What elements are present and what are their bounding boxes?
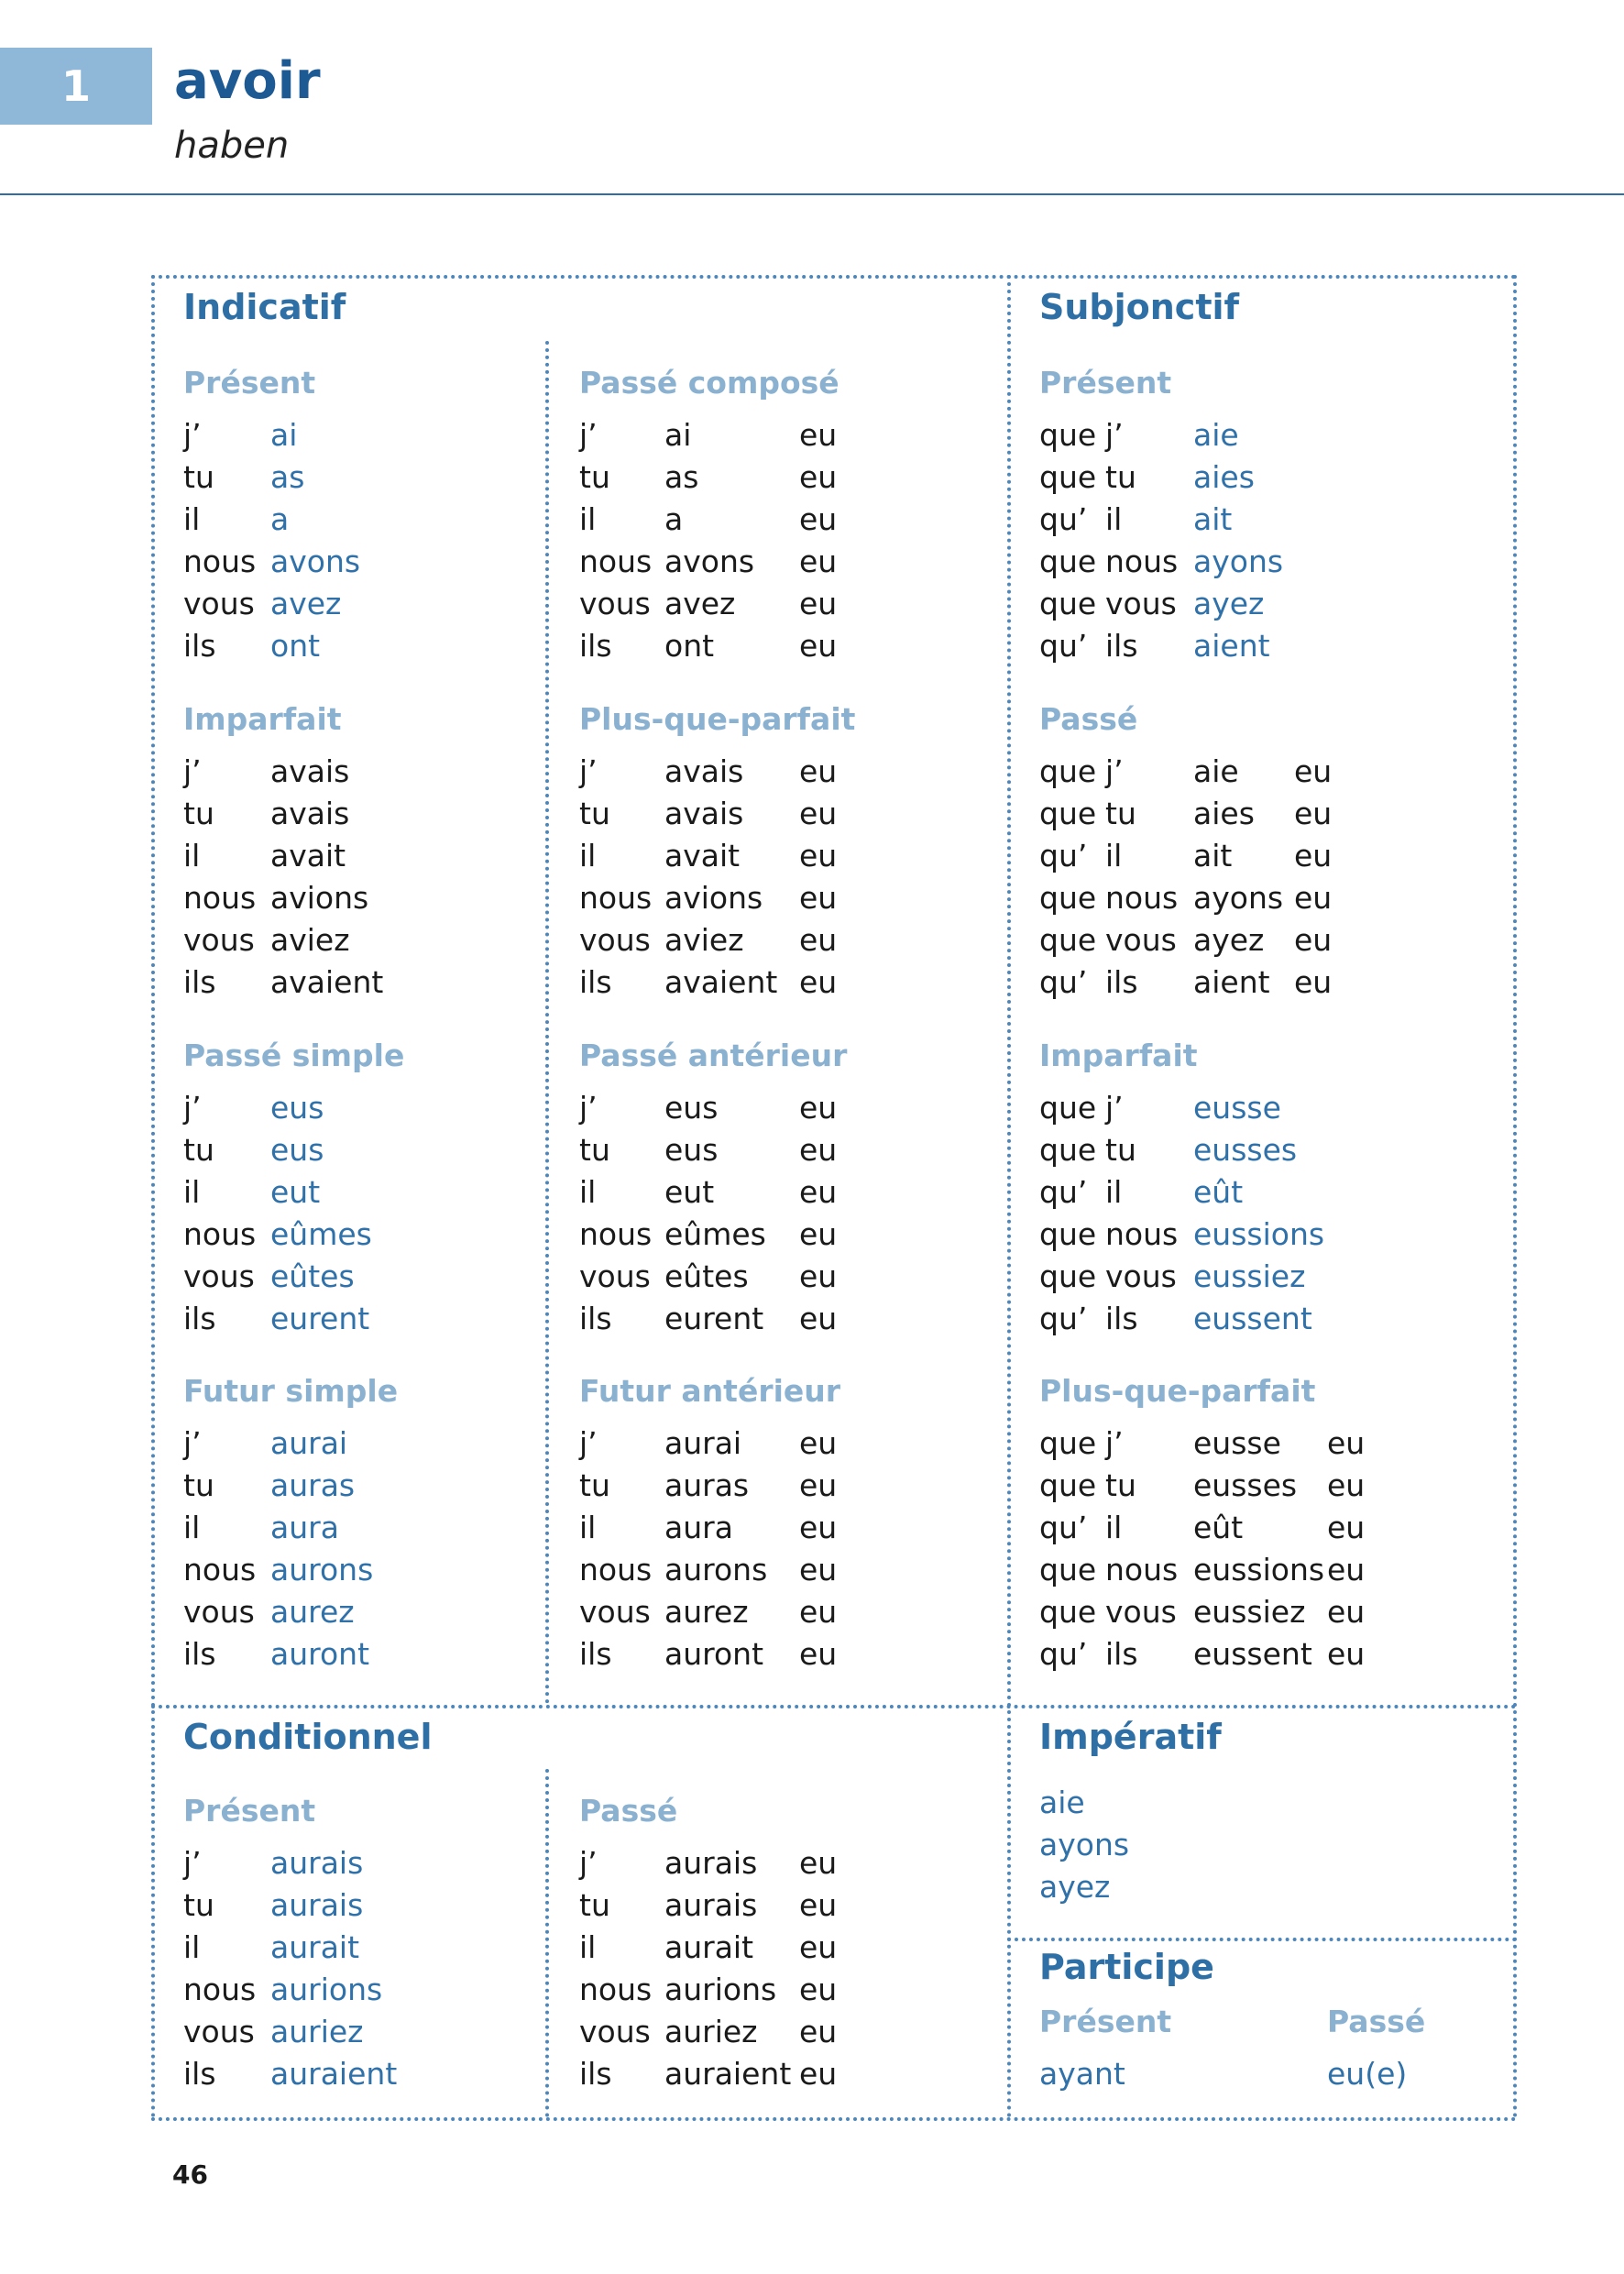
- verb-form: aurions: [664, 1972, 777, 2007]
- verb-form: vous: [1105, 1594, 1177, 1630]
- participe-passe-value: eu(e): [1327, 2056, 1408, 2092]
- verb-form: avais: [664, 753, 744, 789]
- conditionnel-heading: Conditionnel: [183, 1717, 433, 1757]
- verb-form: eu: [1327, 1510, 1366, 1545]
- verb-form: avaient: [270, 964, 384, 1000]
- verb-form: ont: [664, 628, 715, 664]
- verb-form: eu: [1294, 880, 1333, 916]
- pronoun: ils: [579, 1636, 612, 1672]
- pronoun: que: [1039, 1132, 1097, 1168]
- pronoun: vous: [579, 2014, 651, 2049]
- verb-form: eu: [799, 1972, 838, 2007]
- indicatif-futur-anterieur-label: Futur antérieur: [579, 1373, 841, 1409]
- verb-form: vous: [1105, 922, 1177, 958]
- pronoun: il: [183, 838, 201, 873]
- verb-form: auras: [270, 1467, 356, 1503]
- pronoun: que: [1039, 459, 1097, 495]
- verb-form: eûtes: [270, 1258, 355, 1294]
- pronoun: nous: [579, 1972, 653, 2007]
- verb-form: ils: [1105, 964, 1138, 1000]
- verb-form: eusses: [1193, 1132, 1298, 1168]
- pronoun: j’: [579, 1845, 598, 1881]
- pronoun: il: [579, 1929, 597, 1965]
- verb-form: eut: [270, 1174, 321, 1210]
- frame-middle-divider: [151, 1705, 1517, 1708]
- verb-form: auraient: [270, 2056, 398, 2092]
- verb-form: auriez: [664, 2014, 758, 2049]
- pronoun: nous: [183, 1552, 257, 1587]
- verb-form: a: [664, 501, 684, 537]
- verb-form: eu: [799, 586, 838, 621]
- indicatif-passe-compose-label: Passé composé: [579, 365, 839, 401]
- pronoun: que: [1039, 1258, 1097, 1294]
- verb-form: eu: [799, 838, 838, 873]
- subjonctif-plus-que-parfait-label: Plus-que-parfait: [1039, 1373, 1316, 1409]
- verb-form: vous: [1105, 586, 1177, 621]
- verb-form: ait: [1193, 501, 1233, 537]
- pronoun: j’: [579, 753, 598, 789]
- participe-present-value: ayant: [1039, 2056, 1125, 2092]
- indicatif-passe-anterieur-label: Passé antérieur: [579, 1038, 848, 1073]
- verb-form: aurais: [270, 1887, 364, 1923]
- verb-form: aies: [1193, 796, 1255, 831]
- verb-form: eu: [1294, 922, 1333, 958]
- verb-form: eu: [799, 796, 838, 831]
- pronoun: ils: [579, 1301, 612, 1336]
- pronoun: vous: [183, 586, 255, 621]
- indicatif-present-label: Présent: [183, 365, 316, 401]
- verb-form: aurons: [270, 1552, 374, 1587]
- verb-form: eu: [799, 2014, 838, 2049]
- verb-form: as: [270, 459, 305, 495]
- pronoun: nous: [579, 544, 653, 579]
- verb-form: eus: [664, 1090, 719, 1126]
- participe-passe-label: Passé: [1327, 2004, 1426, 2039]
- verb-form: il: [1105, 501, 1123, 537]
- subjonctif-passe-label: Passé: [1039, 701, 1138, 737]
- verb-form: aurons: [664, 1552, 768, 1587]
- indicatif-column-divider: [545, 341, 549, 1705]
- pronoun: tu: [183, 796, 214, 831]
- verb-form: eussions: [1193, 1216, 1325, 1252]
- verb-form: as: [664, 459, 699, 495]
- pronoun: j’: [183, 1090, 202, 1126]
- pronoun: qu’: [1039, 1174, 1088, 1210]
- conditionnel-column-divider: [545, 1769, 549, 2117]
- pronoun: tu: [579, 1887, 610, 1923]
- pronoun: ils: [183, 1301, 216, 1336]
- verb-form: aurions: [270, 1972, 383, 2007]
- verb-form: nous: [1105, 544, 1179, 579]
- imperatif-form-2: ayons: [1039, 1827, 1130, 1862]
- pronoun: tu: [579, 1132, 610, 1168]
- verb-form: avais: [270, 796, 350, 831]
- verb-form: avez: [270, 586, 342, 621]
- pronoun: ils: [579, 2056, 612, 2092]
- verb-form: eu: [799, 1425, 838, 1461]
- verb-form: auront: [664, 1636, 764, 1672]
- pronoun: j’: [579, 1090, 598, 1126]
- pronoun: vous: [579, 1594, 651, 1630]
- verb-form: aie: [1193, 753, 1239, 789]
- pronoun: ils: [579, 964, 612, 1000]
- pronoun: tu: [579, 459, 610, 495]
- verb-form: eussiez: [1193, 1594, 1306, 1630]
- verb-form: ayons: [1193, 544, 1284, 579]
- pronoun: qu’: [1039, 964, 1088, 1000]
- verb-form: eu: [799, 964, 838, 1000]
- pronoun: nous: [579, 880, 653, 916]
- verb-form: eu: [1327, 1552, 1366, 1587]
- verb-form: avais: [664, 796, 744, 831]
- verb-form: vous: [1105, 1258, 1177, 1294]
- pronoun: tu: [579, 1467, 610, 1503]
- verb-form: avaient: [664, 964, 778, 1000]
- verb-form: eu: [799, 1090, 838, 1126]
- pronoun: que: [1039, 1552, 1097, 1587]
- pronoun: il: [579, 838, 597, 873]
- verb-form: aurez: [270, 1594, 355, 1630]
- verb-form: avait: [664, 838, 741, 873]
- subjonctif-present-label: Présent: [1039, 365, 1172, 401]
- verb-form: eu: [799, 544, 838, 579]
- pronoun: nous: [183, 1972, 257, 2007]
- verb-form: a: [270, 501, 290, 537]
- verb-form: aurait: [664, 1929, 754, 1965]
- verb-form: eu: [799, 922, 838, 958]
- verb-form: ayons: [1193, 880, 1284, 916]
- verb-form: eu: [799, 1594, 838, 1630]
- verb-form: ai: [664, 417, 692, 453]
- pronoun: vous: [183, 922, 255, 958]
- verb-form: ai: [270, 417, 298, 453]
- verb-form: j’: [1105, 753, 1124, 789]
- pronoun: ils: [183, 964, 216, 1000]
- conditionnel-passe-label: Passé: [579, 1793, 678, 1829]
- participe-present-label: Présent: [1039, 2004, 1172, 2039]
- verb-form: eu: [799, 1552, 838, 1587]
- verb-form: eu: [799, 1301, 838, 1336]
- pronoun: nous: [183, 880, 257, 916]
- verb-form: eut: [664, 1174, 715, 1210]
- verb-form: eu: [799, 1216, 838, 1252]
- pronoun: tu: [183, 1132, 214, 1168]
- verb-form: eu: [799, 1929, 838, 1965]
- verb-form: avez: [664, 586, 736, 621]
- indicatif-passe-simple-label: Passé simple: [183, 1038, 405, 1073]
- pronoun: j’: [183, 1845, 202, 1881]
- verb-form: eu: [799, 1174, 838, 1210]
- verb-form: eusse: [1193, 1425, 1281, 1461]
- indicatif-imparfait-label: Imparfait: [183, 701, 342, 737]
- header-divider: [0, 193, 1624, 195]
- verb-form: auras: [664, 1467, 750, 1503]
- pronoun: j’: [183, 417, 202, 453]
- pronoun: il: [579, 1510, 597, 1545]
- frame-right-border: [1513, 275, 1517, 2119]
- pronoun: ils: [183, 1636, 216, 1672]
- verb-form: aura: [664, 1510, 733, 1545]
- pronoun: vous: [183, 1594, 255, 1630]
- pronoun: vous: [579, 1258, 651, 1294]
- pronoun: tu: [183, 459, 214, 495]
- verb-form: eussent: [1193, 1636, 1312, 1672]
- verb-form: ils: [1105, 628, 1138, 664]
- pronoun: ils: [183, 628, 216, 664]
- verb-form: eu: [799, 1467, 838, 1503]
- verb-form: eu: [799, 501, 838, 537]
- verb-form: eu: [1327, 1425, 1366, 1461]
- pronoun: qu’: [1039, 628, 1088, 664]
- verb-form: aviez: [664, 922, 744, 958]
- verb-form: aura: [270, 1510, 339, 1545]
- pronoun: que: [1039, 880, 1097, 916]
- verb-form: eu: [799, 880, 838, 916]
- verb-form: avions: [270, 880, 369, 916]
- verb-form: aviez: [270, 922, 350, 958]
- verb-form: tu: [1105, 1132, 1136, 1168]
- verb-form: eu: [1294, 964, 1333, 1000]
- verb-form: eurent: [664, 1301, 764, 1336]
- pronoun: tu: [579, 796, 610, 831]
- verb-form: il: [1105, 838, 1123, 873]
- pronoun: nous: [579, 1552, 653, 1587]
- chapter-number-tab: 1: [0, 48, 152, 125]
- indicatif-futur-simple-label: Futur simple: [183, 1373, 399, 1409]
- pronoun: j’: [579, 1425, 598, 1461]
- verb-form: ils: [1105, 1301, 1138, 1336]
- imperatif-heading: Impératif: [1039, 1717, 1222, 1757]
- verb-form: nous: [1105, 880, 1179, 916]
- verb-translation: haben: [174, 125, 290, 167]
- pronoun: il: [183, 1174, 201, 1210]
- verb-form: eu: [1294, 838, 1333, 873]
- verb-form: eu: [1327, 1594, 1366, 1630]
- verb-form: eu: [799, 1636, 838, 1672]
- verb-form: ait: [1193, 838, 1233, 873]
- verb-form: eu: [799, 1258, 838, 1294]
- verb-form: eu: [799, 628, 838, 664]
- verb-form: eûmes: [664, 1216, 766, 1252]
- verb-form: aurai: [664, 1425, 742, 1461]
- verb-form: ayez: [1193, 586, 1265, 621]
- verb-form: eusse: [1193, 1090, 1281, 1126]
- pronoun: vous: [579, 586, 651, 621]
- pronoun: qu’: [1039, 1636, 1088, 1672]
- frame-mood-divider: [1007, 275, 1011, 2119]
- pronoun: tu: [183, 1887, 214, 1923]
- pronoun: que: [1039, 586, 1097, 621]
- verb-form: eu: [799, 1887, 838, 1923]
- pronoun: qu’: [1039, 1301, 1088, 1336]
- frame-participe-divider: [1007, 1938, 1517, 1941]
- verb-form: nous: [1105, 1552, 1179, 1587]
- verb-form: eussent: [1193, 1301, 1312, 1336]
- verb-form: avons: [664, 544, 755, 579]
- pronoun: nous: [183, 1216, 257, 1252]
- verb-form: aient: [1193, 628, 1270, 664]
- conditionnel-present-label: Présent: [183, 1793, 316, 1829]
- pronoun: vous: [183, 1258, 255, 1294]
- verb-form: auriez: [270, 2014, 364, 2049]
- pronoun: que: [1039, 753, 1097, 789]
- pronoun: que: [1039, 417, 1097, 453]
- verb-form: eu: [1327, 1467, 1366, 1503]
- verb-form: il: [1105, 1510, 1123, 1545]
- verb-form: j’: [1105, 1090, 1124, 1126]
- verb-form: aient: [1193, 964, 1270, 1000]
- imperatif-form-3: ayez: [1039, 1869, 1111, 1905]
- verb-form: il: [1105, 1174, 1123, 1210]
- verb-form: eu: [799, 417, 838, 453]
- verb-form: eusses: [1193, 1467, 1298, 1503]
- verb-form: eu: [799, 1845, 838, 1881]
- subjonctif-heading: Subjonctif: [1039, 287, 1240, 327]
- verb-form: avons: [270, 544, 361, 579]
- verb-title: avoir: [174, 51, 321, 111]
- verb-form: aurez: [664, 1594, 749, 1630]
- pronoun: ils: [183, 2056, 216, 2092]
- verb-form: eût: [1193, 1510, 1244, 1545]
- verb-form: eûtes: [664, 1258, 749, 1294]
- verb-form: eus: [664, 1132, 719, 1168]
- imperatif-form-1: aie: [1039, 1785, 1085, 1820]
- verb-form: aurais: [664, 1887, 758, 1923]
- pronoun: que: [1039, 544, 1097, 579]
- verb-form: aies: [1193, 459, 1255, 495]
- pronoun: j’: [183, 1425, 202, 1461]
- verb-form: eussiez: [1193, 1258, 1306, 1294]
- frame-left-border: [151, 275, 155, 2119]
- pronoun: il: [183, 1929, 201, 1965]
- pronoun: il: [183, 501, 201, 537]
- pronoun: qu’: [1039, 1510, 1088, 1545]
- verb-form: eu: [799, 1510, 838, 1545]
- verb-form: eu: [1294, 796, 1333, 831]
- verb-form: tu: [1105, 1467, 1136, 1503]
- verb-form: eût: [1193, 1174, 1244, 1210]
- verb-form: j’: [1105, 1425, 1124, 1461]
- verb-form: aurais: [664, 1845, 758, 1881]
- verb-form: tu: [1105, 796, 1136, 831]
- verb-form: ont: [270, 628, 321, 664]
- verb-form: auront: [270, 1636, 370, 1672]
- pronoun: que: [1039, 1467, 1097, 1503]
- frame-top-border: [151, 275, 1517, 279]
- verb-form: tu: [1105, 459, 1136, 495]
- participe-heading: Participe: [1039, 1947, 1214, 1987]
- pronoun: ils: [579, 628, 612, 664]
- verb-form: aurais: [270, 1845, 364, 1881]
- verb-form: avait: [270, 838, 346, 873]
- pronoun: j’: [183, 753, 202, 789]
- pronoun: vous: [183, 2014, 255, 2049]
- pronoun: qu’: [1039, 501, 1088, 537]
- verb-form: avions: [664, 880, 763, 916]
- pronoun: nous: [183, 544, 257, 579]
- verb-form: aurait: [270, 1929, 360, 1965]
- verb-form: auraient: [664, 2056, 792, 2092]
- verb-form: eûmes: [270, 1216, 372, 1252]
- verb-form: eu: [799, 1132, 838, 1168]
- verb-form: nous: [1105, 1216, 1179, 1252]
- verb-form: aurai: [270, 1425, 348, 1461]
- pronoun: nous: [579, 1216, 653, 1252]
- indicatif-heading: Indicatif: [183, 287, 346, 327]
- pronoun: vous: [579, 922, 651, 958]
- page-number: 46: [172, 2159, 208, 2190]
- verb-form: eussions: [1193, 1552, 1325, 1587]
- verb-form: j’: [1105, 417, 1124, 453]
- verb-form: ayez: [1193, 922, 1265, 958]
- verb-form: eus: [270, 1090, 324, 1126]
- pronoun: que: [1039, 1594, 1097, 1630]
- verb-form: eus: [270, 1132, 324, 1168]
- pronoun: qu’: [1039, 838, 1088, 873]
- pronoun: que: [1039, 922, 1097, 958]
- verb-form: eu: [799, 2056, 838, 2092]
- pronoun: il: [579, 1174, 597, 1210]
- verb-form: aie: [1193, 417, 1239, 453]
- verb-form: eu: [799, 753, 838, 789]
- verb-form: eu: [1294, 753, 1333, 789]
- pronoun: que: [1039, 796, 1097, 831]
- pronoun: que: [1039, 1425, 1097, 1461]
- pronoun: que: [1039, 1216, 1097, 1252]
- verb-form: avais: [270, 753, 350, 789]
- pronoun: il: [579, 501, 597, 537]
- verb-form: eu: [1327, 1636, 1366, 1672]
- pronoun: j’: [579, 417, 598, 453]
- verb-form: eu: [799, 459, 838, 495]
- verb-form: ils: [1105, 1636, 1138, 1672]
- pronoun: tu: [183, 1467, 214, 1503]
- frame-bottom-border: [151, 2117, 1517, 2121]
- pronoun: que: [1039, 1090, 1097, 1126]
- subjonctif-imparfait-label: Imparfait: [1039, 1038, 1198, 1073]
- verb-form: eurent: [270, 1301, 370, 1336]
- indicatif-plus-que-parfait-label: Plus-que-parfait: [579, 701, 856, 737]
- pronoun: il: [183, 1510, 201, 1545]
